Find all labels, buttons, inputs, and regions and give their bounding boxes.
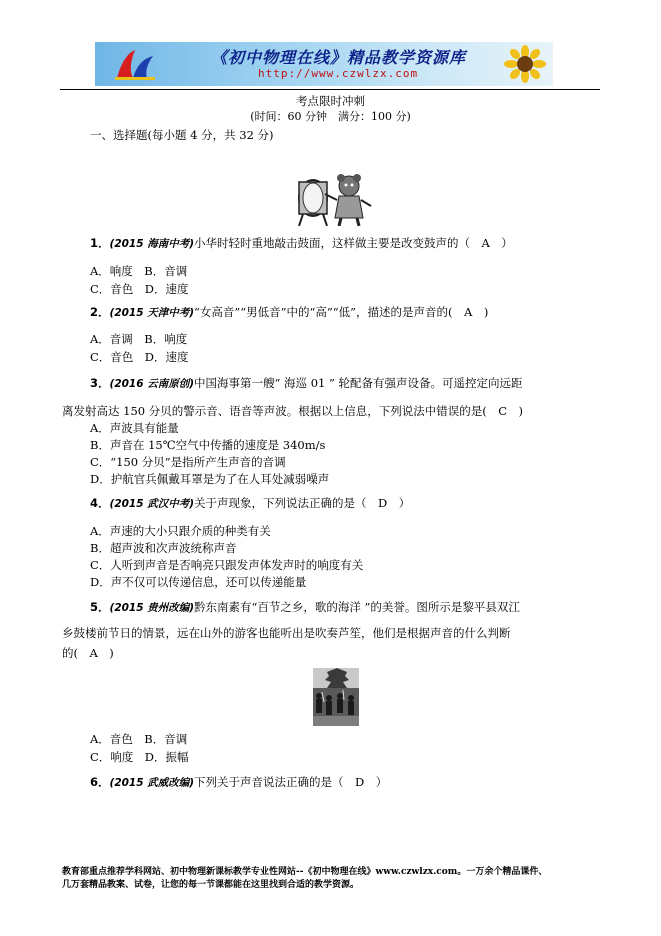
question-5: 5．(2015 贵州改编)黔东南素有“百节之乡，歌的海洋 ”的美誉。图所示是黎平县双江 <box>90 600 520 614</box>
header-divider <box>60 89 600 90</box>
question-3: 3．(2016 云南原创)中国海事第一艘“ 海巡 01 ” 轮配备有强声设备。可遥控定向远距 <box>90 376 523 390</box>
q4-option-c: C．人听到声音是否响亮只跟发声体发声时的响度有关 <box>90 558 364 572</box>
q4-option-d: D．声不仅可以传递信息，还可以传递能量 <box>90 575 307 589</box>
question-3-line2: 离发射高达 150 分贝的警示音、语音等声波。根据以上信息，下列说法中错误的是( C ) <box>62 404 524 418</box>
footer-line-1: 教育部重点推荐学科网站、初中物理新课标教学专业性网站--《初中物理在线》www.czwlzx.com。一万余个精品课件、 <box>62 867 548 877</box>
drum-bear-illustration <box>289 172 375 226</box>
question-2: 2．(2015 天津中考)“女高音”“男低音”中的“高”“低”，描述的是声音的( A ) <box>90 305 489 319</box>
q3-option-c: C．“150 分贝”是指所产生声音的音调 <box>90 455 286 469</box>
q5-options-row2: C．响度 D．振幅 <box>90 750 189 764</box>
festival-photo <box>313 668 359 726</box>
q1-options-row1: A．响度 B．音调 <box>90 264 188 278</box>
banner-url[interactable]: http://www.czwlzx.com <box>258 67 419 80</box>
site-logo-icon <box>113 46 157 82</box>
question-6: 6．(2015 武威改编)下列关于声音说法正确的是（ D ） <box>90 775 388 789</box>
question-5-line2: 乡鼓楼前节日的情景，远在山外的游客也能听出是吹奏芦笙，他们是根据声音的什么判断 <box>62 626 511 640</box>
q3-option-d: D．护航官兵佩戴耳罩是为了在人耳处减弱噪声 <box>90 472 330 486</box>
question-1: 1．(2015 海南中考)小华时轻时重地敲击鼓面，这样做主要是改变鼓声的（ A ） <box>90 236 513 250</box>
question-5-line3: 的( A ) <box>62 646 114 660</box>
sunflower-icon <box>501 44 549 84</box>
q5-options-row1: A．音色 B．音调 <box>90 732 188 746</box>
q3-option-a: A．声波具有能量 <box>90 421 179 435</box>
banner-title: 《初中物理在线》精品教学资源库 <box>211 48 467 67</box>
q3-option-b: B．声音在 15℃空气中传播的速度是 340m/s <box>90 438 326 452</box>
section-heading: 一、选择题(每小题 4 分，共 32 分) <box>90 128 274 142</box>
page-title: 考点限时冲刺 <box>296 94 365 108</box>
q4-option-b: B．超声波和次声波统称声音 <box>90 541 237 555</box>
page-subtitle: (时间：60 分钟 满分：100 分) <box>250 110 411 123</box>
footer-line-2: 几万套精品教案、试卷，让您的每一节课都能在这里找到合适的教学资源。 <box>62 880 360 890</box>
header-banner <box>95 42 553 86</box>
q4-option-a: A．声速的大小只跟介质的种类有关 <box>90 524 271 538</box>
question-4: 4．(2015 武汉中考)关于声现象，下列说法正确的是（ D ） <box>90 496 411 510</box>
q2-options-row2: C．音色 D．速度 <box>90 350 189 364</box>
q1-options-row2: C．音色 D．速度 <box>90 282 189 296</box>
q2-options-row1: A．音调 B．响度 <box>90 332 188 346</box>
